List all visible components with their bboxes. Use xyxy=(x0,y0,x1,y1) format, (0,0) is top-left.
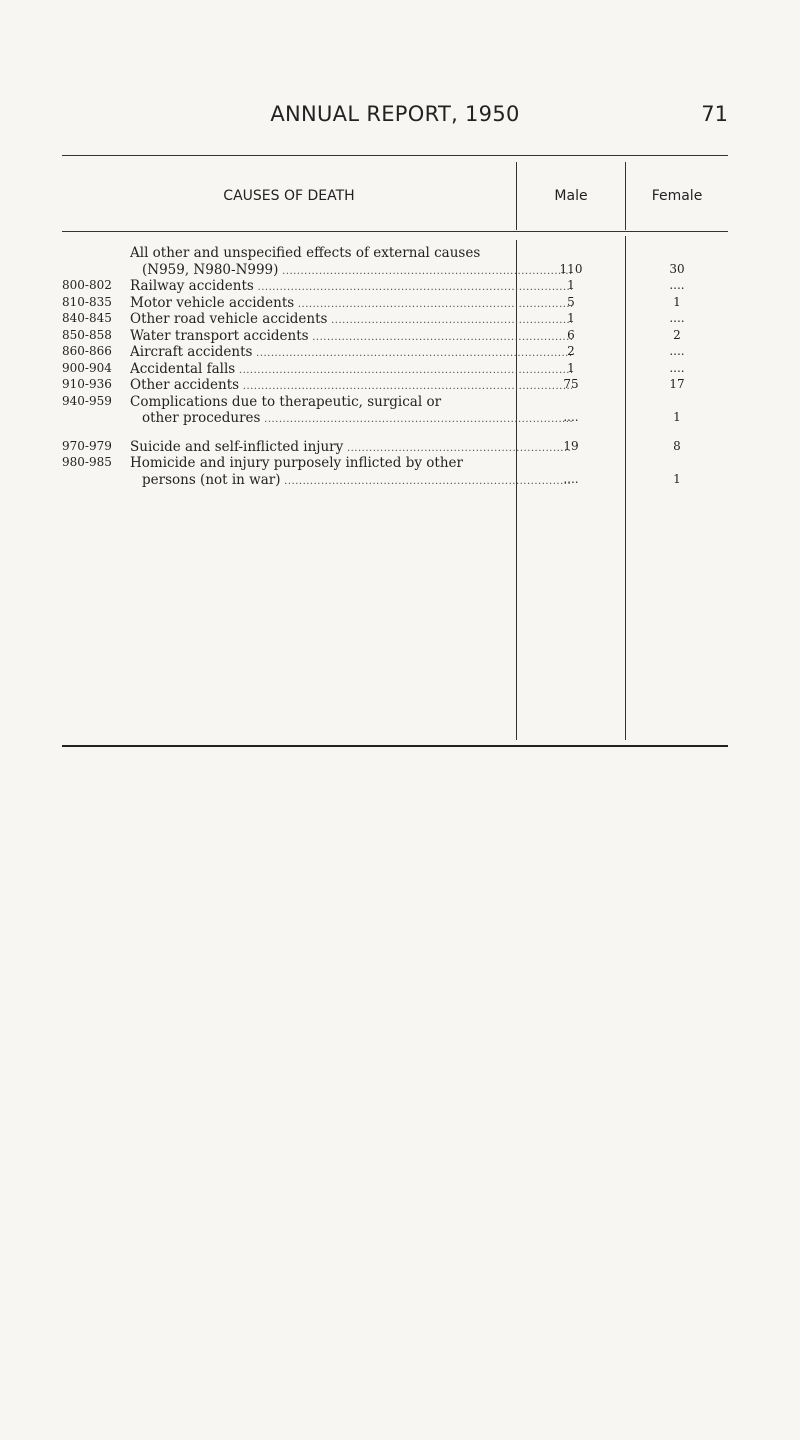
row-male-count: 6 xyxy=(567,327,575,342)
row-cause: Homicide and injury purposely inflicted by other xyxy=(130,455,463,471)
row-male-count: 75 xyxy=(563,377,579,391)
row-code: 860-866 xyxy=(62,344,112,358)
row-cause: Accidental falls ..... xyxy=(130,361,572,377)
table-bottom-rule xyxy=(62,745,728,747)
table-row xyxy=(62,410,728,427)
row-cause: Aircraft accidents ..... xyxy=(130,344,572,360)
row-code: 970-979 xyxy=(62,438,112,453)
table-row xyxy=(62,455,728,472)
table-row xyxy=(62,394,728,411)
row-male-count: .... xyxy=(563,471,579,486)
row-male-count: 1 xyxy=(567,360,575,375)
table-row xyxy=(62,472,728,489)
row-female-count: .... xyxy=(669,360,685,375)
row-female-count: 1 xyxy=(673,471,681,486)
row-spacer xyxy=(62,427,728,439)
table-row xyxy=(62,328,728,345)
page-header xyxy=(60,100,730,130)
row-code: 910-936 xyxy=(62,377,112,391)
row-female-count: .... xyxy=(669,344,685,358)
table-top-rule xyxy=(62,155,728,156)
table-row xyxy=(62,295,728,312)
row-female-count: 17 xyxy=(669,377,685,391)
row-female-count: 1 xyxy=(673,410,681,424)
row-cause: Other accidents ..... xyxy=(130,377,572,393)
table-body xyxy=(62,245,728,488)
row-cause: Suicide and self-inflicted injury ..... xyxy=(130,439,572,455)
table-row xyxy=(62,278,728,295)
row-female-count: .... xyxy=(669,278,685,292)
row-code: 850-858 xyxy=(62,327,112,342)
row-male-count: 2 xyxy=(567,344,575,358)
row-male-count: 19 xyxy=(563,438,579,453)
table-row xyxy=(62,262,728,279)
row-cause: (N959, N980-N999) ..... xyxy=(142,262,572,278)
row-cause: Complications due to therapeutic, surgical or xyxy=(130,393,442,410)
row-female-count: 8 xyxy=(673,438,681,453)
row-cause: other procedures ..... xyxy=(142,410,572,426)
row-female-count: 30 xyxy=(669,261,685,276)
row-male-count: 5 xyxy=(567,294,575,309)
table-row xyxy=(62,377,728,394)
row-male-count: 1 xyxy=(567,311,575,325)
row-female-count: .... xyxy=(669,311,685,325)
row-code: 800-802 xyxy=(62,278,112,292)
table-row xyxy=(62,311,728,328)
row-female-count: 2 xyxy=(673,327,681,342)
table-row xyxy=(62,439,728,456)
row-cause: persons (not in war) ..... xyxy=(142,472,572,488)
page-title: ANNUAL REPORT, 1950 xyxy=(270,102,520,126)
row-code: 980-985 xyxy=(62,455,112,469)
row-cause: Motor vehicle accidents ..... xyxy=(130,295,572,311)
column-header-causes: CAUSES OF DEATH xyxy=(223,188,355,204)
row-female-count: 1 xyxy=(673,294,681,309)
row-code: 940-959 xyxy=(62,393,112,408)
row-male-count: 1 xyxy=(567,278,575,292)
table-row xyxy=(62,344,728,361)
row-male-count: .... xyxy=(563,410,579,424)
column-header-female: Female xyxy=(651,188,703,204)
table-row xyxy=(62,361,728,378)
row-cause: Other road vehicle accidents ..... xyxy=(130,311,572,327)
row-code: 900-904 xyxy=(62,360,112,375)
page-number: 71 xyxy=(701,102,728,126)
header-rule xyxy=(62,231,728,232)
row-cause: All other and unspecified effects of external causes xyxy=(130,245,481,261)
row-male-count: 110 xyxy=(559,261,583,276)
row-code: 840-845 xyxy=(62,311,112,325)
row-code: 810-835 xyxy=(62,294,112,309)
row-cause: Water transport accidents ..... xyxy=(130,328,572,344)
column-header-male: Male xyxy=(554,188,588,204)
row-cause: Railway accidents ..... xyxy=(130,278,572,294)
table-row xyxy=(62,245,728,262)
